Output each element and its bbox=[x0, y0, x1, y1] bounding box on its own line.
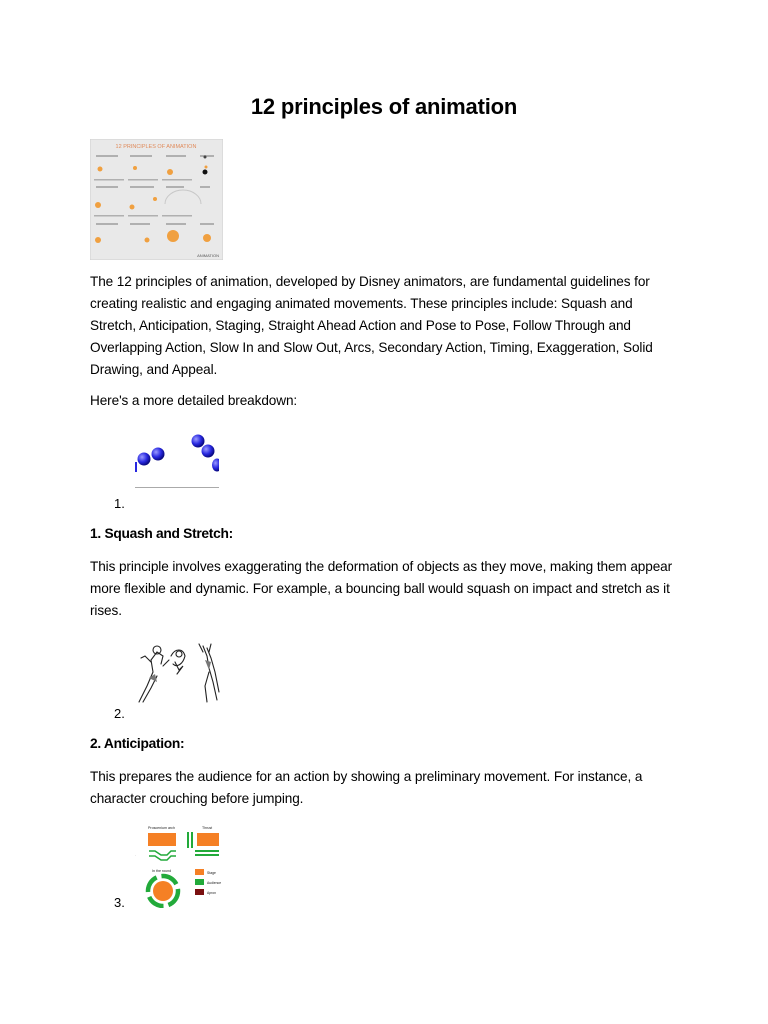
legend-apron: Apron bbox=[207, 891, 217, 895]
section-body-anticipation: This prepares the audience for an action by showing a preliminary movement. For instance, a character crouching before jumping. bbox=[90, 769, 643, 806]
breakdown-lead: Here's a more detailed breakdown: bbox=[90, 393, 298, 408]
section-heading-squash-stretch: 1. Squash and Stretch: bbox=[90, 526, 233, 541]
page-title: 12 principles of animation bbox=[250, 94, 518, 119]
squash-stretch-balls-image bbox=[135, 432, 219, 490]
list-number-2: 2. bbox=[114, 706, 125, 721]
stage-label-thrust: Thrust bbox=[202, 826, 213, 830]
intro-paragraph: The 12 principles of animation, developed by Disney animators, are fundamental guidelines for creating realistic and engaging animated movements. These principles include: Squash and Stretch, Anticipation, Staging, Straight Ahead Action and Pose to Pose, Follow Through and Overlapping Action, Slow In and Slow Out, Arcs, Secondary Action, Timing, Exaggeration, Solid Drawing, and Appeal. bbox=[90, 274, 653, 377]
infographic-logo: ANIMATION bbox=[197, 253, 219, 258]
svg-text:.: . bbox=[135, 852, 137, 857]
stage-label-in-the-round: In the round bbox=[152, 869, 172, 873]
staging-diagram-image bbox=[135, 824, 221, 908]
list-number-3: 3. bbox=[114, 895, 125, 910]
section-body-squash-stretch: This principle involves exaggerating the deformation of objects as they move, making them appear more flexible and dynamic. For example, a bouncing ball would squash on impact and stretch as it rises. bbox=[90, 559, 673, 618]
infographic-heading: 12 PRINCIPLES OF ANIMATION bbox=[115, 144, 197, 150]
anticipation-sketch-image bbox=[135, 642, 220, 706]
section-heading-anticipation: 2. Anticipation: bbox=[90, 736, 185, 751]
stage-label-proscenium: Proscenium arch bbox=[148, 826, 175, 830]
list-number-1: 1. bbox=[114, 496, 125, 511]
legend-stage: Stage bbox=[207, 871, 216, 875]
legend-audience: Audience bbox=[207, 881, 221, 885]
principles-infographic-image bbox=[90, 139, 223, 260]
